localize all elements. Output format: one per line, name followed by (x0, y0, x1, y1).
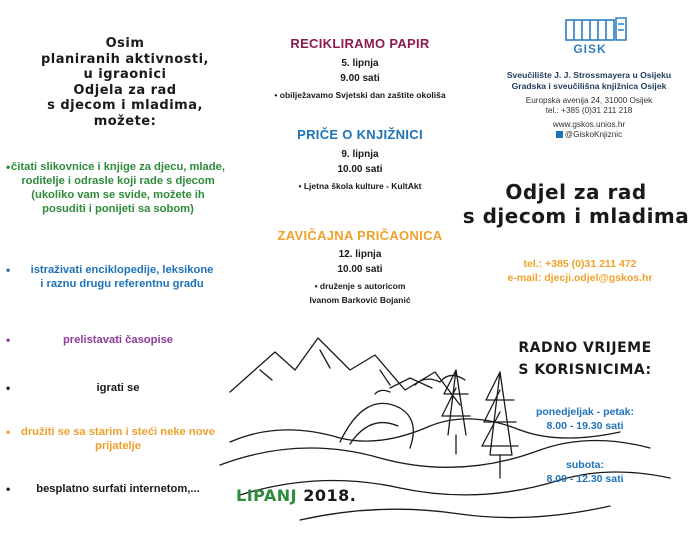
list-item (6, 425, 226, 453)
weekday-hours (490, 405, 680, 433)
event-title: RECIKLIRAMO PAPIR (290, 36, 430, 51)
footer-year: 2018. (303, 486, 357, 505)
contact-info (470, 257, 690, 285)
list-item-text: čitati slikovnice i knjige za djecu, mlade, roditelje i odrasle koji rade s djecom (ukoliko vam se svide, možete ih posuditi i ponijeti sa sobom) (11, 161, 225, 215)
event-title: PRIČE O KNJIŽNICI (297, 127, 423, 142)
logo-text: GISK (573, 42, 607, 56)
event-title: ZAVIČAJNA PRIČAONICA (277, 228, 443, 243)
list-item-text: družiti se sa starim i steći neke nove prijatelje (20, 426, 215, 452)
library-phone: tel.: +385 (0)31 211 218 (545, 106, 633, 115)
department-line: Odjel za rad (505, 180, 647, 204)
contact-email[interactable]: e-mail: djecji.odjel@gskos.hr (507, 272, 653, 284)
intro-line: s djecom i mladima, (47, 98, 203, 113)
bullet-icon: • (6, 160, 11, 174)
event-date: 5. lipnja (341, 58, 379, 69)
intro-line: možete: (93, 113, 157, 129)
bullet-icon: • (274, 90, 280, 100)
list-item (6, 333, 226, 347)
contact-phone[interactable]: tel.: +385 (0)31 211 472 (523, 258, 637, 270)
event-note-text: Ljetna škola kulture - KultAkt (303, 181, 422, 191)
footer-date (236, 486, 386, 505)
list-item-text: besplatno surfati internetom,... (36, 483, 200, 495)
event-time: 10.00 sati (337, 164, 383, 175)
bullet-icon: • (6, 425, 11, 439)
saturday-time: 8.00 - 12.30 sati (546, 473, 624, 485)
bullet-icon: • (314, 281, 320, 291)
intro-line: planiranih aktivnosti, (40, 51, 209, 67)
library-address (488, 96, 690, 140)
list-item (6, 160, 226, 216)
hours-heading-line: RADNO VRIJEME (518, 340, 652, 356)
weekday-time: 8.00 - 19.30 sati (546, 420, 624, 432)
saturday-hours (490, 458, 680, 486)
footer-month: LIPANJ (236, 486, 298, 505)
list-item-text: igrati se (96, 382, 140, 394)
library-name (488, 70, 690, 92)
weekday-label: ponedjeljak - petak: (535, 406, 635, 418)
event-time: 10.00 sati (337, 264, 383, 275)
bullet-icon: • (6, 381, 11, 395)
list-item (6, 263, 216, 291)
list-item (6, 482, 226, 496)
event-note (240, 180, 480, 192)
social-icon (556, 131, 563, 138)
event-note-text: obilježavamo Svjetski dan zaštite okoliša (279, 90, 446, 100)
event-note (240, 89, 480, 101)
bullet-icon: • (6, 263, 11, 277)
event-note (240, 280, 480, 292)
bullet-icon: • (298, 181, 304, 191)
library-address-line: Europska avenija 24, 31000 Osijek (525, 96, 653, 105)
event-date: 12. lipnja (338, 249, 382, 260)
event-time: 9.00 sati (340, 73, 380, 84)
event-date: 9. lipnja (341, 149, 379, 160)
library-web[interactable]: www.gskos.unios.hr (552, 120, 626, 129)
hours-heading (490, 337, 680, 381)
library-name-line: Sveučilište J. J. Strossmayera u Osijeku (506, 70, 672, 80)
event-note-text: druženje s autoricom (319, 281, 406, 291)
bullet-icon: • (6, 482, 11, 496)
hours-heading-line: S KORISNICIMA: (518, 362, 652, 378)
department-line: s djecom i mladima (462, 204, 690, 228)
library-social-text: @GiskoKnjiznic (564, 130, 623, 139)
bullet-icon: • (6, 333, 11, 347)
list-item-text: prelistavati časopise (62, 334, 174, 346)
intro-line: Osim (105, 36, 145, 51)
library-name-line: Gradska i sveučilišna knjižnica Osijek (511, 81, 667, 91)
list-item-text: istraživati enciklopedije, leksikone i raznu drugu referentnu građu (30, 264, 214, 290)
left-intro (22, 36, 228, 129)
library-social[interactable] (488, 130, 690, 140)
event-note-text: Ivanom Barković Bojanić (309, 295, 411, 305)
intro-line: Odjela za rad (73, 82, 177, 98)
library-logo (560, 14, 632, 62)
list-item (6, 381, 226, 395)
department-name (462, 180, 690, 228)
intro-line: u igraonici (83, 67, 167, 82)
saturday-label: subota: (566, 459, 604, 471)
